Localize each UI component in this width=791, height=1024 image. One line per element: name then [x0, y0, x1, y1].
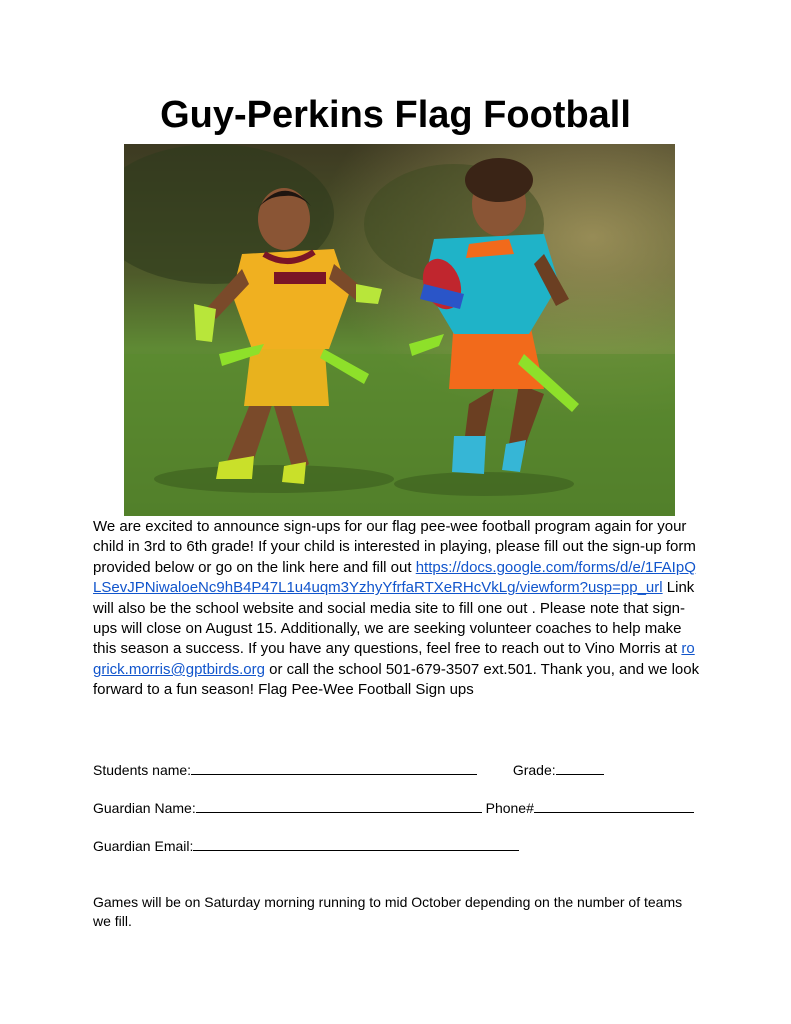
guardian-email-label: Guardian Email:: [93, 838, 194, 854]
guardian-row: [93, 799, 694, 817]
student-name-label: Students name:: [93, 762, 192, 778]
guardian-email-blank[interactable]: [193, 837, 519, 851]
intro-paragraph: [93, 517, 703, 701]
phone-label: Phone#: [485, 800, 534, 816]
guardian-email-row: [93, 837, 519, 855]
games-note: Games will be on Saturday morning running to mid October depending on the number of teams we fill.: [93, 894, 683, 929]
intro-text-1: We are excited to announce sign-ups for our flag pee-wee football program again for your child in 3rd to 6th grade! If your child is interested in playing, please fill out the sign-up form provided below or go on the link here and fill out: [93, 518, 696, 576]
student-row: [93, 761, 604, 779]
intro-text-3: or call the school 501-679-3507 ext.501. Thank you, and we look forward to a fun season! Flag Pee-Wee Football Sign ups: [93, 660, 700, 699]
phone-blank[interactable]: [534, 799, 694, 813]
guardian-name-label: Guardian Name:: [93, 800, 196, 816]
grade-label: Grade:: [512, 762, 556, 778]
page-title: Guy-Perkins Flag Football: [160, 94, 631, 136]
student-name-blank[interactable]: [191, 761, 477, 775]
intro-text-2: Link will also be the school website and social media site to fill one out . Please note that sign-ups will close on August 15. Additionally, we are seeking volunteer coaches to help make this season a success. If you have any questions, feel free to reach out to Vino Morris at: [93, 579, 695, 658]
flag-football-photo: [124, 144, 675, 516]
signup-form-link[interactable]: https://docs.google.com/forms/d/e/1FAIpQLSevJPNiwaloeNc9hB4P47L1u4uqm3YzhyYfrfaRTXeRHcVkLg/viewform?usp=pp_url: [93, 558, 696, 597]
guardian-name-blank[interactable]: [196, 799, 482, 813]
contact-email-link[interactable]: rogrick.morris@gptbirds.org: [93, 640, 695, 678]
grade-blank[interactable]: [556, 761, 604, 775]
